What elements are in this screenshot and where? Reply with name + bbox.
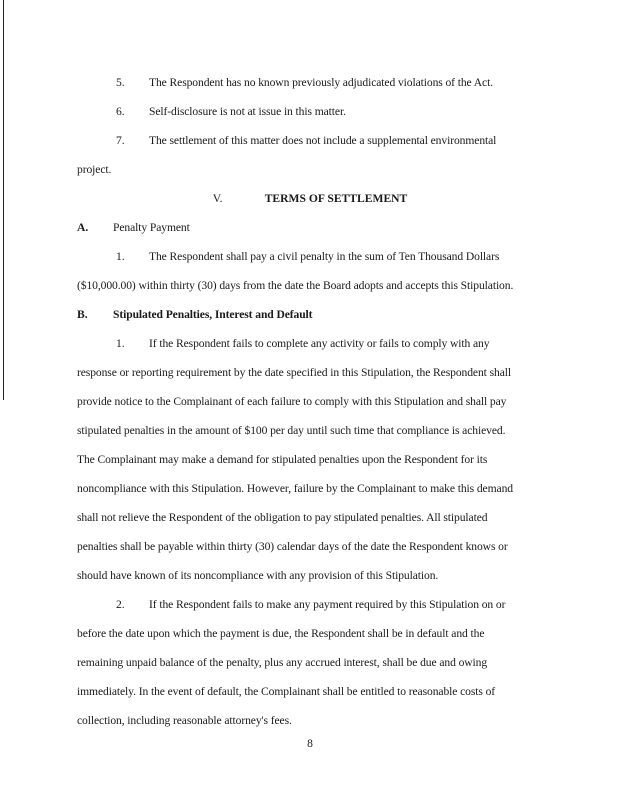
b2-line-5: collection, including reasonable attorney's fees. bbox=[77, 714, 292, 727]
subsection-a-title: Penalty Payment bbox=[113, 221, 190, 234]
item-7-continuation: project. bbox=[77, 163, 112, 176]
b1-line-3: provide notice to the Complainant of each failure to comply with this Stipulation and shall pay bbox=[77, 395, 507, 408]
section-title: TERMS OF SETTLEMENT bbox=[264, 192, 408, 205]
a1-number: 1. bbox=[116, 250, 125, 263]
a1-line-1: The Respondent shall pay a civil penalty in the sum of Ten Thousand Dollars bbox=[149, 250, 500, 263]
item-6-text: Self-disclosure is not at issue in this matter. bbox=[149, 105, 346, 118]
b1-line-5: The Complainant may make a demand for stipulated penalties upon the Respondent for its bbox=[77, 453, 488, 466]
b1-line-9: should have known of its noncompliance with any provision of this Stipulation. bbox=[77, 569, 439, 582]
item-5-text: The Respondent has no known previously adjudicated violations of the Act. bbox=[149, 76, 493, 89]
section-heading bbox=[0, 192, 620, 206]
b1-line-2: response or reporting requirement by the date specified in this Stipulation, the Respondent shall bbox=[77, 366, 511, 379]
b1-line-4: stipulated penalties in the amount of $100 per day until such time that compliance is achieved. bbox=[77, 424, 506, 437]
item-7-text: The settlement of this matter does not include a supplemental environmental bbox=[149, 134, 497, 147]
section-roman-numeral: V. bbox=[212, 192, 223, 205]
b2-line-1: If the Respondent fails to make any payment required by this Stipulation on or bbox=[149, 598, 506, 611]
b1-line-6: noncompliance with this Stipulation. However, failure by the Complainant to make this demand bbox=[77, 482, 513, 495]
b2-number: 2. bbox=[116, 598, 125, 611]
b2-line-2: before the date upon which the payment is due, the Respondent shall be in default and the bbox=[77, 627, 485, 640]
b2-line-3: remaining unpaid balance of the penalty, plus any accrued interest, shall be due and owing bbox=[77, 656, 488, 669]
item-7-number: 7. bbox=[116, 134, 125, 147]
b1-number: 1. bbox=[116, 337, 125, 350]
b2-line-4: immediately. In the event of default, the Complainant shall be entitled to reasonable costs of bbox=[77, 685, 496, 698]
subsection-b-letter: B. bbox=[77, 308, 88, 321]
page-number: 8 bbox=[307, 737, 313, 750]
item-6-number: 6. bbox=[116, 105, 125, 118]
subsection-b-title: Stipulated Penalties, Interest and Default bbox=[113, 308, 313, 321]
b1-line-1: If the Respondent fails to complete any activity or fails to comply with any bbox=[149, 337, 490, 350]
item-5-number: 5. bbox=[116, 76, 125, 89]
subsection-a-letter: A. bbox=[77, 221, 89, 234]
b1-line-7: shall not relieve the Respondent of the obligation to pay stipulated penalties. All stipulated bbox=[77, 511, 488, 524]
b1-line-8: penalties shall be payable within thirty (30) calendar days of the date the Respondent knows or bbox=[77, 540, 508, 553]
a1-line-2: ($10,000.00) within thirty (30) days from the date the Board adopts and accepts this Stipulation. bbox=[77, 279, 514, 292]
